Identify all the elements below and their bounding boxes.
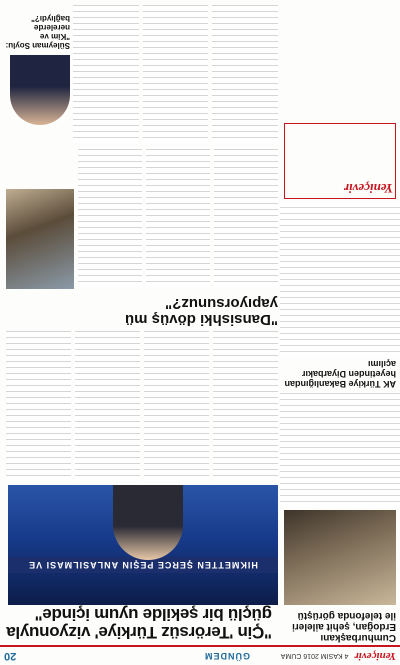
main-photo-banner: HIKMETTEN ŞERCE PEŞIN ANLASILMASI VE [8,557,278,573]
masthead-date: 4 KASIM 2016 CUMA [280,652,349,660]
left-story1-headline: Cumhurbaşkanı Erdoğan, şehit aileleri ile telefonda görüştü [292,610,396,643]
main-col-4 [6,331,71,481]
speaker-figure [113,485,183,560]
masthead-logo: Yeniçevir [354,650,396,662]
main-story-columns [6,331,278,481]
imprint-brand: Yeniçevir [343,181,393,196]
main-photo [8,485,278,605]
second-headline: "Dansishki dövüş mü yapıyorsunuz?" [125,295,278,328]
third-col-1 [212,5,278,143]
third-col-2 [143,5,209,143]
main-story [0,603,278,645]
imprint-box [284,123,396,199]
soylu-portrait [10,55,70,125]
third-story-columns [73,5,278,143]
left-story1-body [280,393,400,507]
section-name: GÜNDEM [204,651,250,661]
masthead [0,645,400,665]
main-col-3 [75,331,140,481]
main-col-2 [144,331,209,481]
main-headline: "Çin 'Terörsüz Türkiye' vizyonuyla güçlü bir şekilde uyum içinde" [6,605,272,642]
left-story2-body [280,203,400,357]
street-photo [6,189,74,289]
third-col-3 [73,5,139,143]
second-col-2 [146,147,210,287]
third-headline: Süleyman Soylu: "Kim ve nerelerde bağlıydı?" [5,14,70,50]
second-col-3 [78,147,142,287]
second-col-1 [214,147,278,287]
page-number: 20 [4,650,17,662]
left-story2-headline: AK Türkiye Bakanlığından heyetinden Diyarbakır açılımı [284,359,396,389]
left-column [280,0,400,645]
second-story-columns [78,147,278,287]
left-story1-photo [284,510,396,605]
main-col-1 [213,331,278,481]
